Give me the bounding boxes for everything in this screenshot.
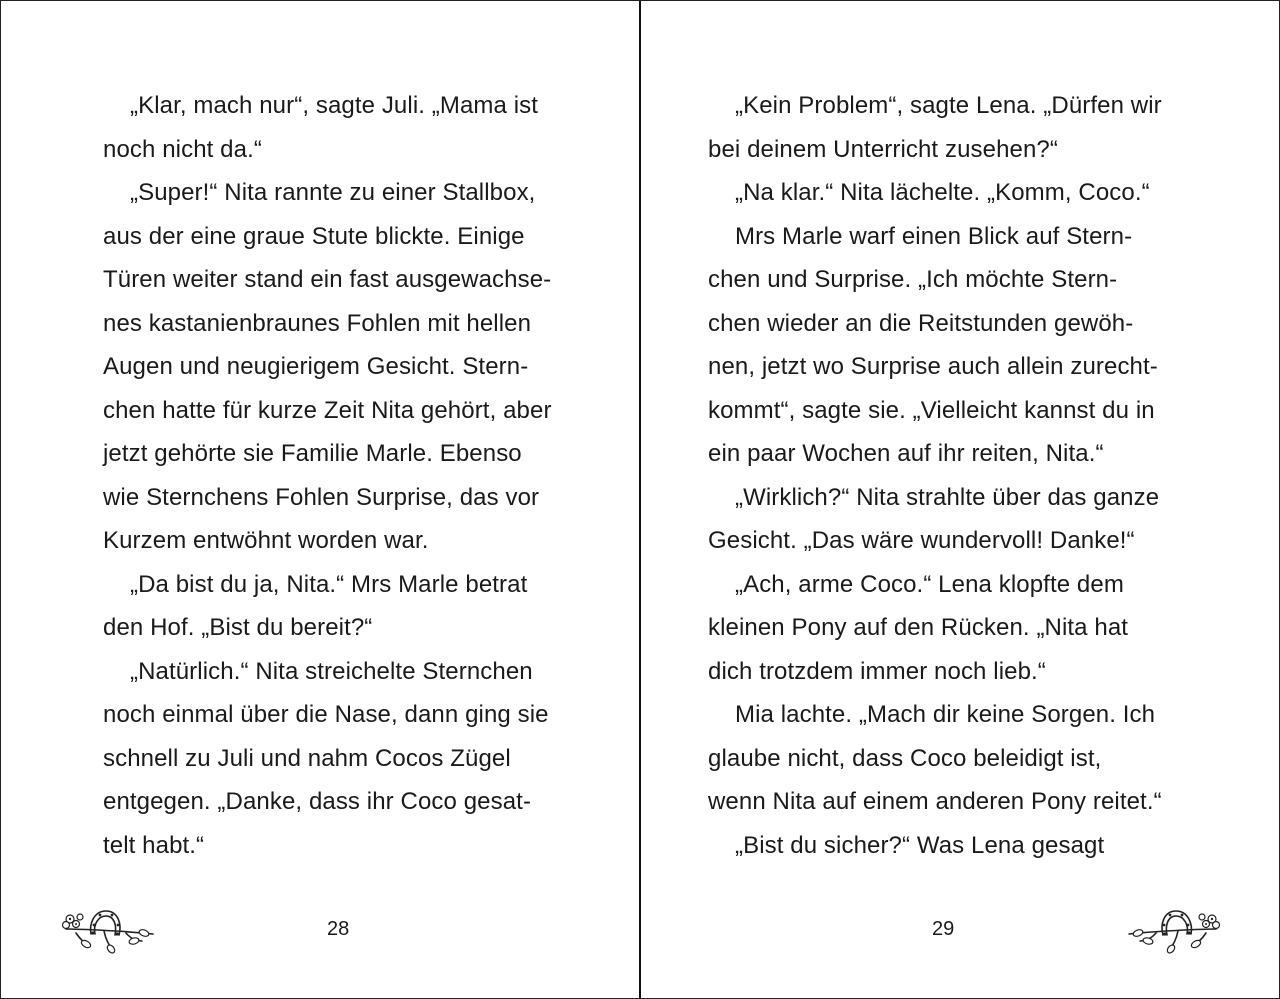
text-line: „Klar, mach nur“, sagte Juli. „Mama ist xyxy=(130,92,539,119)
left-page xyxy=(1,1,639,998)
text-line: entgegen. „Danke, dass ihr Coco gesat- xyxy=(103,788,532,815)
text-line: nen, jetzt wo Surprise auch allein zurecht- xyxy=(708,353,1158,380)
text-line: Gesicht. „Das wäre wundervoll! Danke!“ xyxy=(708,527,1135,554)
text-line: kommt“, sagte sie. „Vielleicht kannst du in xyxy=(708,396,1155,424)
page-number: 28 xyxy=(327,918,350,940)
text-line: den Hof. „Bist du bereit?“ xyxy=(103,614,373,641)
left-page-text xyxy=(103,84,593,867)
text-line: ein paar Wochen auf ihr reiten, Nita.“ xyxy=(708,440,1104,467)
horseshoe-flower-icon xyxy=(1126,889,1226,959)
text-line: chen hatte für kurze Zeit Nita gehört, aber xyxy=(103,396,552,424)
text-line: wie Sternchens Fohlen Surprise, das vor xyxy=(103,483,540,511)
text-line: Mia lachte. „Mach dir keine Sorgen. Ich xyxy=(735,701,1156,728)
text-line: „Wirklich?“ Nita strahlte über das ganze xyxy=(735,483,1160,511)
text-line: Augen und neugierigem Gesicht. Stern- xyxy=(103,353,529,380)
right-page-text xyxy=(708,84,1198,867)
text-line: „Super!“ Nita rannte zu einer Stallbox, xyxy=(130,179,536,206)
text-line: Mrs Marle warf einen Blick auf Stern- xyxy=(735,222,1133,250)
text-line: Türen weiter stand ein fast ausgewachse- xyxy=(103,266,552,293)
text-line: „Kein Problem“, sagte Lena. „Dürfen wir xyxy=(735,92,1162,119)
text-line: chen und Surprise. „Ich möchte Stern- xyxy=(708,266,1118,293)
text-line: jetzt gehörte sie Familie Marle. Ebenso xyxy=(103,440,522,467)
text-line: „Da bist du ja, Nita.“ Mrs Marle betrat xyxy=(130,570,528,598)
text-line: Kurzem entwöhnt worden war. xyxy=(103,527,429,554)
text-line: wenn Nita auf einem anderen Pony reitet.“ xyxy=(708,788,1162,815)
text-line: schnell zu Juli und nahm Cocos Zügel xyxy=(103,744,511,772)
text-line: bei deinem Unterricht zusehen?“ xyxy=(708,135,1058,163)
text-line: aus der eine graue Stute blickte. Einige xyxy=(103,222,525,250)
page-number: 29 xyxy=(932,918,955,940)
text-line: chen wieder an die Reitstunden gewöh- xyxy=(708,309,1134,337)
text-line: nes kastanienbraunes Fohlen mit hellen xyxy=(103,309,532,337)
horseshoe-flower-icon xyxy=(56,889,156,959)
text-line: noch einmal über die Nase, dann ging sie xyxy=(103,701,549,728)
text-line: „Natürlich.“ Nita streichelte Sternchen xyxy=(130,657,533,685)
text-line: glaube nicht, dass Coco beleidigt ist, xyxy=(708,744,1102,772)
text-line: telt habt.“ xyxy=(103,831,205,859)
right-page xyxy=(641,1,1279,998)
text-line: „Na klar.“ Nita lächelte. „Komm, Coco.“ xyxy=(735,179,1150,206)
text-line: kleinen Pony auf den Rücken. „Nita hat xyxy=(708,614,1129,641)
text-line: noch nicht da.“ xyxy=(103,135,262,163)
text-line: „Bist du sicher?“ Was Lena gesagt xyxy=(735,831,1105,859)
text-line: dich trotzdem immer noch lieb.“ xyxy=(708,657,1046,685)
text-line: „Ach, arme Coco.“ Lena klopfte dem xyxy=(735,570,1124,598)
